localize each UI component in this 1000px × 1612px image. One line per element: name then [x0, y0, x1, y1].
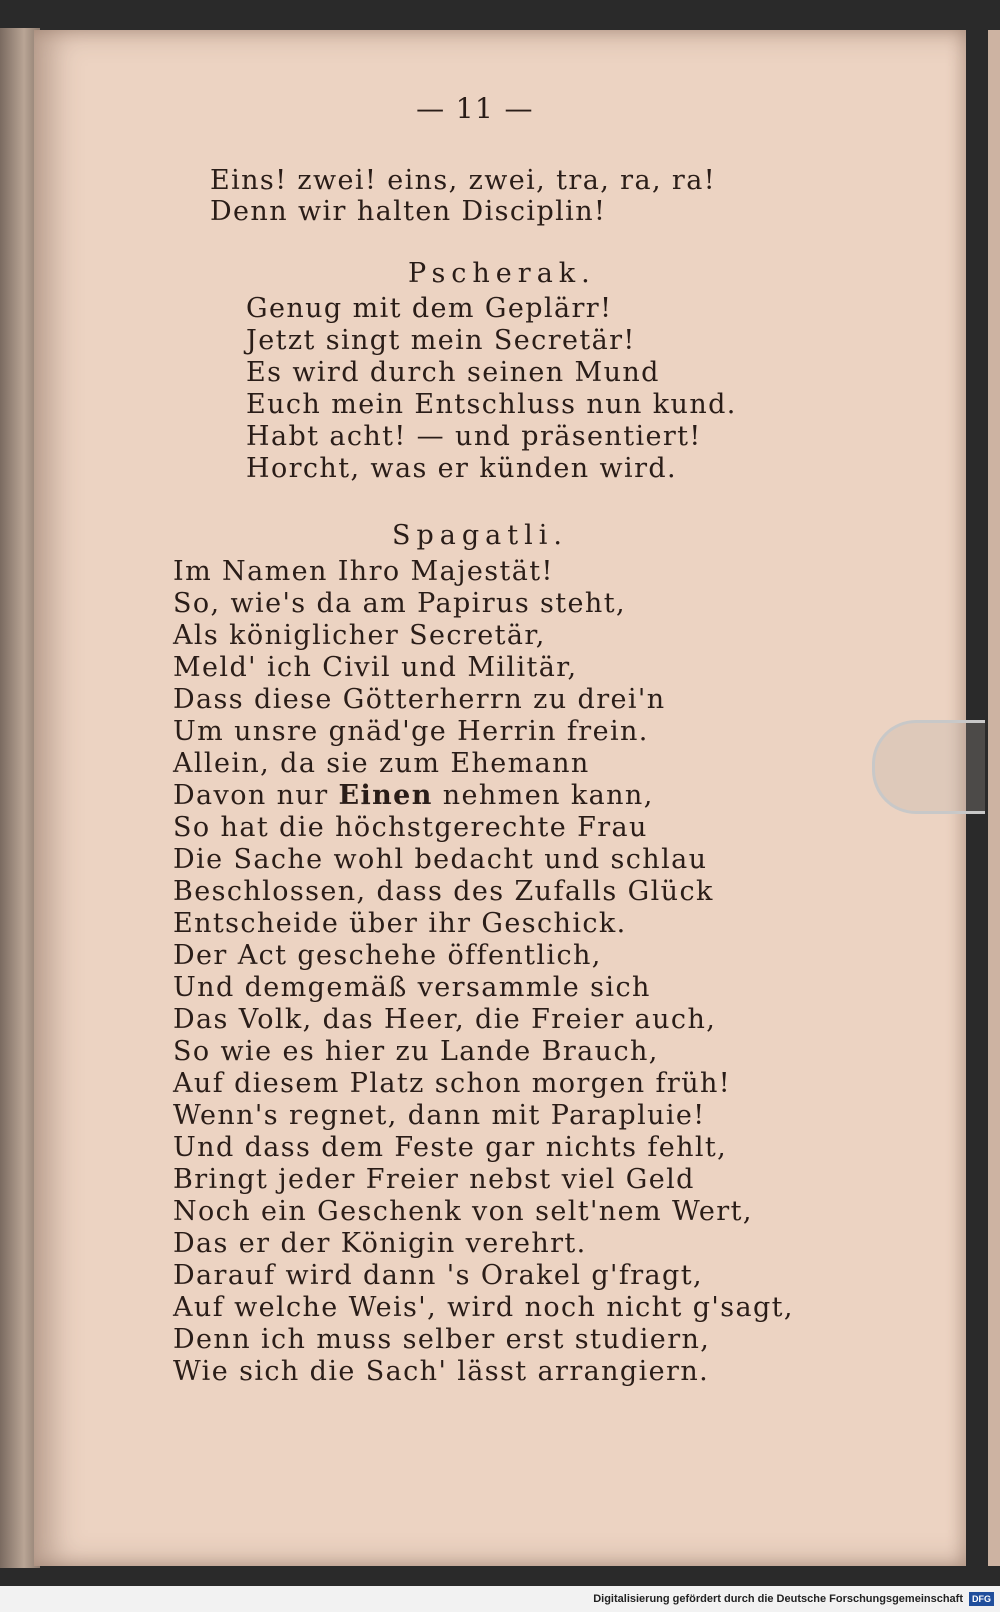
verse-line: Euch mein Entschluss nun kund.: [246, 389, 737, 420]
verse-line: Dass diese Götterherrn zu drei'n: [173, 684, 666, 715]
verse-line: Darauf wird dann 's Orakel g'fragt,: [173, 1260, 703, 1291]
speaker-name: Spagatli.: [392, 520, 568, 551]
verse-line: Und dass dem Feste gar nichts fehlt,: [173, 1132, 728, 1163]
verse-line: Der Act geschehe öffentlich,: [173, 940, 602, 971]
verse-line: Noch ein Geschenk von selt'nem Wert,: [173, 1196, 753, 1227]
verse-line: Allein, da sie zum Ehemann: [173, 748, 590, 779]
verse-line: Entscheide über ihr Geschick.: [173, 908, 627, 939]
verse-text: Davon nur: [173, 780, 339, 811]
verse-line: Denn ich muss selber erst studiern,: [173, 1324, 711, 1355]
verse-line: Die Sache wohl bedacht und schlau: [173, 844, 708, 875]
verse-line: Im Namen Ihro Majestät!: [173, 556, 554, 587]
verse-line: Um unsre gnäd'ge Herrin frein.: [173, 716, 649, 747]
verse-line: [173, 780, 654, 811]
verse-line: Denn wir halten Disciplin!: [210, 196, 607, 227]
speaker-name: Pscherak.: [408, 258, 596, 289]
verse-line: Als königlicher Secretär,: [173, 620, 546, 651]
verse-line: Horcht, was er künden wird.: [246, 453, 678, 484]
verse-line: Bringt jeder Freier nebst viel Geld: [173, 1164, 695, 1195]
verse-line: Auf welche Weis', wird noch nicht g'sagt,: [173, 1292, 794, 1323]
page-edge: [988, 30, 1000, 1566]
verse-line: So wie es hier zu Lande Brauch,: [173, 1036, 659, 1067]
verse-line: Genug mit dem Geplärr!: [246, 293, 613, 324]
verse-line: Beschlossen, dass des Zufalls Glück: [173, 876, 714, 907]
digitization-footer: [0, 1586, 1000, 1612]
bookmark-tab: [872, 720, 985, 814]
verse-line: Das er der Königin verehrt.: [173, 1228, 587, 1259]
verse-line: So, wie's da am Papirus steht,: [173, 588, 626, 619]
verse-line: Meld' ich Civil und Militär,: [173, 652, 578, 683]
verse-line: Und demgemäß versammle sich: [173, 972, 651, 1003]
verse-line: Das Volk, das Heer, die Freier auch,: [173, 1004, 717, 1035]
footer-text: Digitalisierung gefördert durch die Deutsche Forschungsgemeinschaft: [593, 1593, 963, 1605]
verse-line: Eins! zwei! eins, zwei, tra, ra, ra!: [210, 165, 716, 196]
verse-text: nehmen kann,: [432, 780, 654, 811]
verse-line: Habt acht! — und präsentiert!: [246, 421, 702, 452]
page-number: — 11 —: [416, 92, 534, 125]
emphasized-word: Einen: [338, 780, 433, 811]
verse-line: Wenn's regnet, dann mit Parapluie!: [173, 1100, 706, 1131]
verse-line: Es wird durch seinen Mund: [246, 357, 660, 388]
verse-line: Jetzt singt mein Secretär!: [246, 325, 636, 356]
verse-line: Auf diesem Platz schon morgen früh!: [173, 1068, 732, 1099]
verse-line: So hat die höchstgerechte Frau: [173, 812, 648, 843]
verse-line: Wie sich die Sach' lässt arrangiern.: [173, 1356, 710, 1387]
dfg-logo: DFG: [969, 1592, 994, 1606]
